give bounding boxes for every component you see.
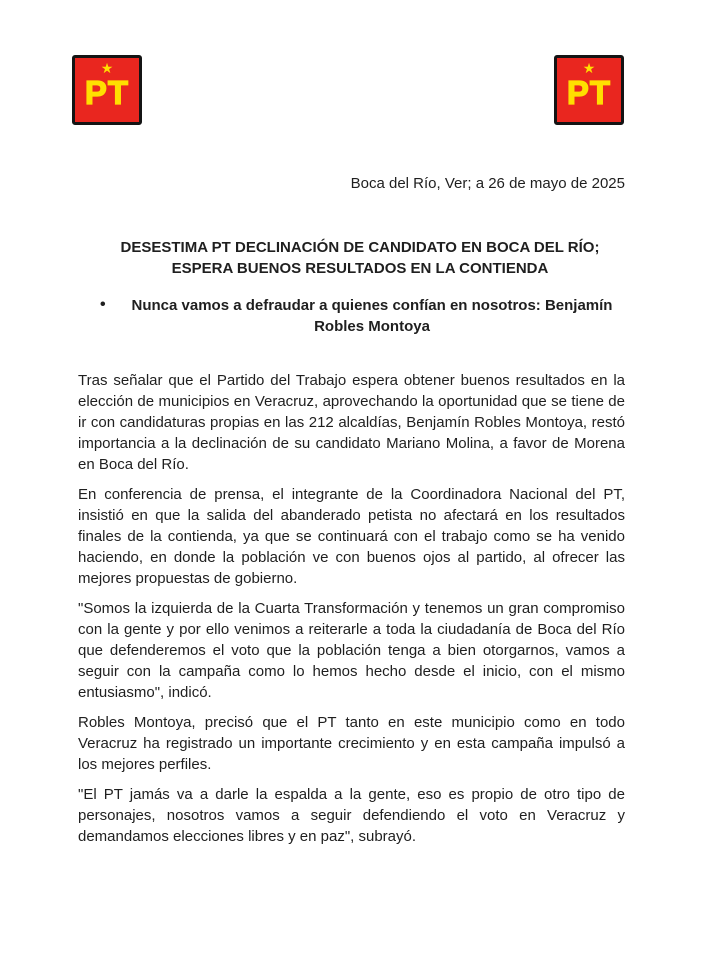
body-text — [78, 370, 625, 847]
bullet-line-1: Nunca vamos a defraudar a quienes confían en nosotros: Benjamín — [131, 297, 613, 314]
subheadline-bullet — [100, 295, 622, 337]
star-icon: ★ — [100, 60, 114, 76]
paragraph: "Somos la izquierda de la Cuarta Transformación y tenemos un gran compromiso con la gente y por ello venimos a reiterarle a toda la ciudadanía de Boca del Río que defenderemos el voto que la población tenga a bien otorgarnos, vamos a seguir con la campaña como lo hemos hecho desde el inicio, con el mismo entusiasmo", indicó. — [78, 600, 625, 701]
paragraph: "El PT jamás va a darle la espalda a la gente, eso es propio de otro tipo de personajes, nosotros vamos a seguir defendiendo el voto en Veracruz y demandamos elecciones libres y en paz", subrayó. — [78, 786, 625, 845]
pt-logo-letters: PT — [566, 74, 612, 111]
bullet-icon: • — [100, 296, 106, 313]
paragraph: Tras señalar que el Partido del Trabajo espera obtener buenos resultados en la elección de municipios en Veracruz, aprovechando la oportunidad que se tiene de ir con candidaturas propias en las 212 alcaldías, Benjamín Robles Montoya, restó importancia a la declinación de su candidato Mariano Molina, a favor de Morena en Boca del Río. — [78, 372, 625, 473]
pt-logo-right — [554, 55, 624, 125]
pt-logo-left — [72, 55, 142, 125]
headline-line-2: ESPERA BUENOS RESULTADOS EN LA CONTIENDA — [171, 260, 549, 277]
pt-logo-letters: PT — [84, 74, 130, 111]
star-icon: ★ — [582, 60, 596, 76]
letterhead — [0, 0, 720, 125]
paragraph: En conferencia de prensa, el integrante de la Coordinadora Nacional del PT, insistió en que la salida del abanderado petista no afectará en los resultados finales de la contienda, ya que se continuará con el trabajo como se ha venido haciendo, en donde la población ve con buenos ojos al partido, al ofrecer las mejores propuestas de gobierno. — [78, 486, 625, 587]
headline-line-1: DESESTIMA PT DECLINACIÓN DE CANDIDATO EN BOCA DEL RÍO; — [120, 239, 600, 256]
paragraph: Robles Montoya, precisó que el PT tanto en este municipio como en todo Veracruz ha registrado un importante crecimiento y en esta campaña impulsó a los mejores perfiles. — [78, 714, 625, 773]
headline — [0, 237, 720, 279]
dateline: Boca del Río, Ver; a 26 de mayo de 2025 — [350, 175, 625, 192]
bullet-line-2: Robles Montoya — [314, 318, 430, 335]
